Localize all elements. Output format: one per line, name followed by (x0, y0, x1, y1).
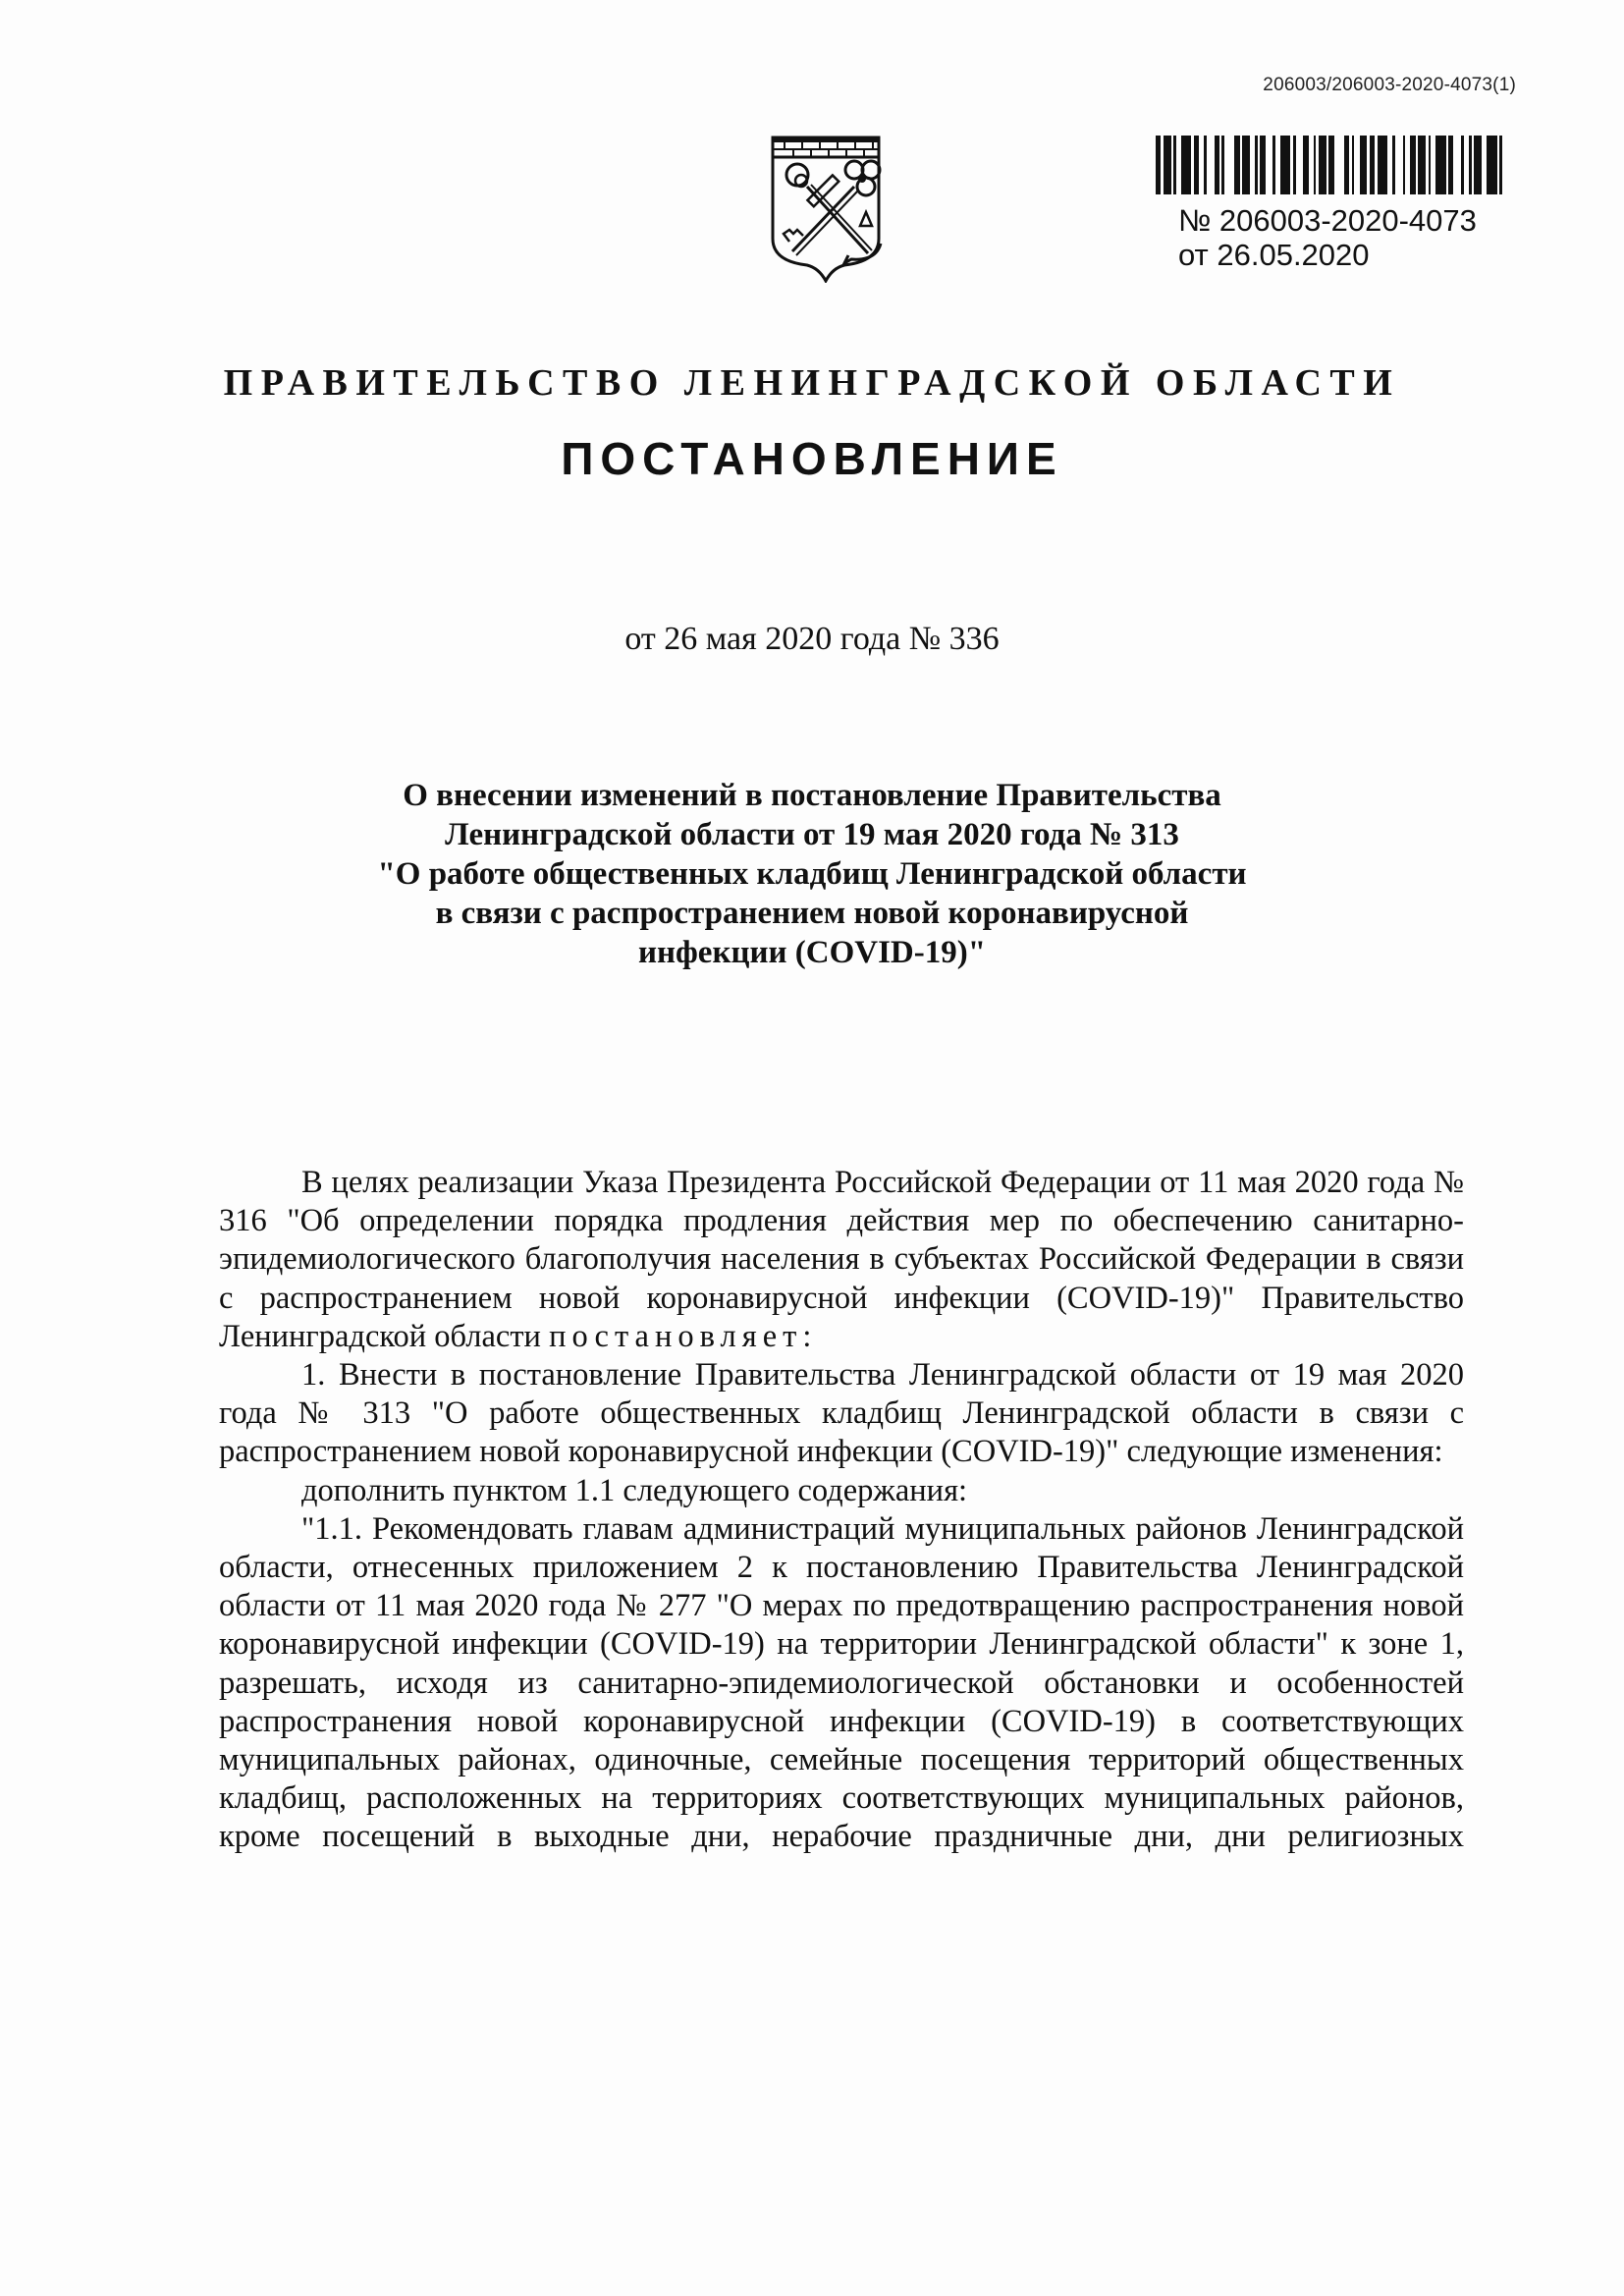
resolves-word: постановляет: (549, 1318, 818, 1354)
government-name: ПРАВИТЕЛЬСТВО ЛЕНИНГРАДСКОЙ ОБЛАСТИ (223, 362, 1401, 404)
subject-line: О внесении изменений в постановление Правительства (403, 778, 1221, 813)
registration-number: № 206003-2020-4073 (1178, 203, 1477, 238)
coat-of-arms-icon (738, 136, 884, 283)
preamble-text: В целях реализации Указа Президента Российской Федерации от 11 мая 2020 года № 316 "Об определении порядка продления действия мер по обеспечению санитарно-эпидемиологического благополучия населения в субъектах Российской Федерации в связи с распространением новой коронавирусной инфекции (COVID-19)" Правительство Ленинградской области (219, 1165, 1464, 1354)
registration-date: от 26.05.2020 (1178, 238, 1370, 272)
subject-line: Ленинградской области от 19 мая 2020 года № 313 (445, 817, 1179, 852)
subject-line: в связи с распространением новой коронавирусной (435, 896, 1189, 931)
item-1-1-paragraph: "1.1. Рекомендовать главам администраций муниципальных районов Ленинградской области, отнесенных приложением 2 к постановлению Правительства Ленинградской области от 11 мая 2020 года № 277 "О мерах по предотвращению распространения новой коронавирусной инфекции (COVID-19) на территории Ленинградской области" к зоне 1, разрешать, исходя из санитарно-эпидемиологической обстановки и особенностей распространения новой коронавирусной инфекции (COVID-19) в соответствующих муниципальных районах, одиночные, семейные посещения территорий общественных кладбищ, расположенных на территориях соответствующих муниципальных районов, кроме посещений в выходные дни, нерабочие праздничные дни, дни религиозных (219, 1510, 1464, 1855)
decree-subject (295, 776, 1329, 972)
item-1-paragraph: 1. Внести в постановление Правительства Ленинградской области от 19 мая 2020 года № 313 "О работе общественных кладбищ Ленинградской области в связи с распространением новой коронавирусной инфекции (COVID-19)" следующие изменения: (219, 1357, 1464, 1470)
decree-body (219, 1164, 1464, 1857)
document-type-title: ПОСТАНОВЛЕНИЕ (561, 433, 1063, 484)
decree-date-number: от 26 мая 2020 года № 336 (624, 621, 1000, 657)
subject-line: инфекции (COVID-19)" (637, 935, 987, 970)
preamble-paragraph (219, 1164, 1464, 1356)
barcode (1156, 136, 1507, 194)
document-id: 206003/206003-2020-4073(1) (1263, 75, 1516, 95)
item-1-intro: дополнить пунктом 1.1 следующего содержания: (301, 1472, 968, 1508)
subject-line: "О работе общественных кладбищ Ленинградской области (377, 856, 1247, 892)
